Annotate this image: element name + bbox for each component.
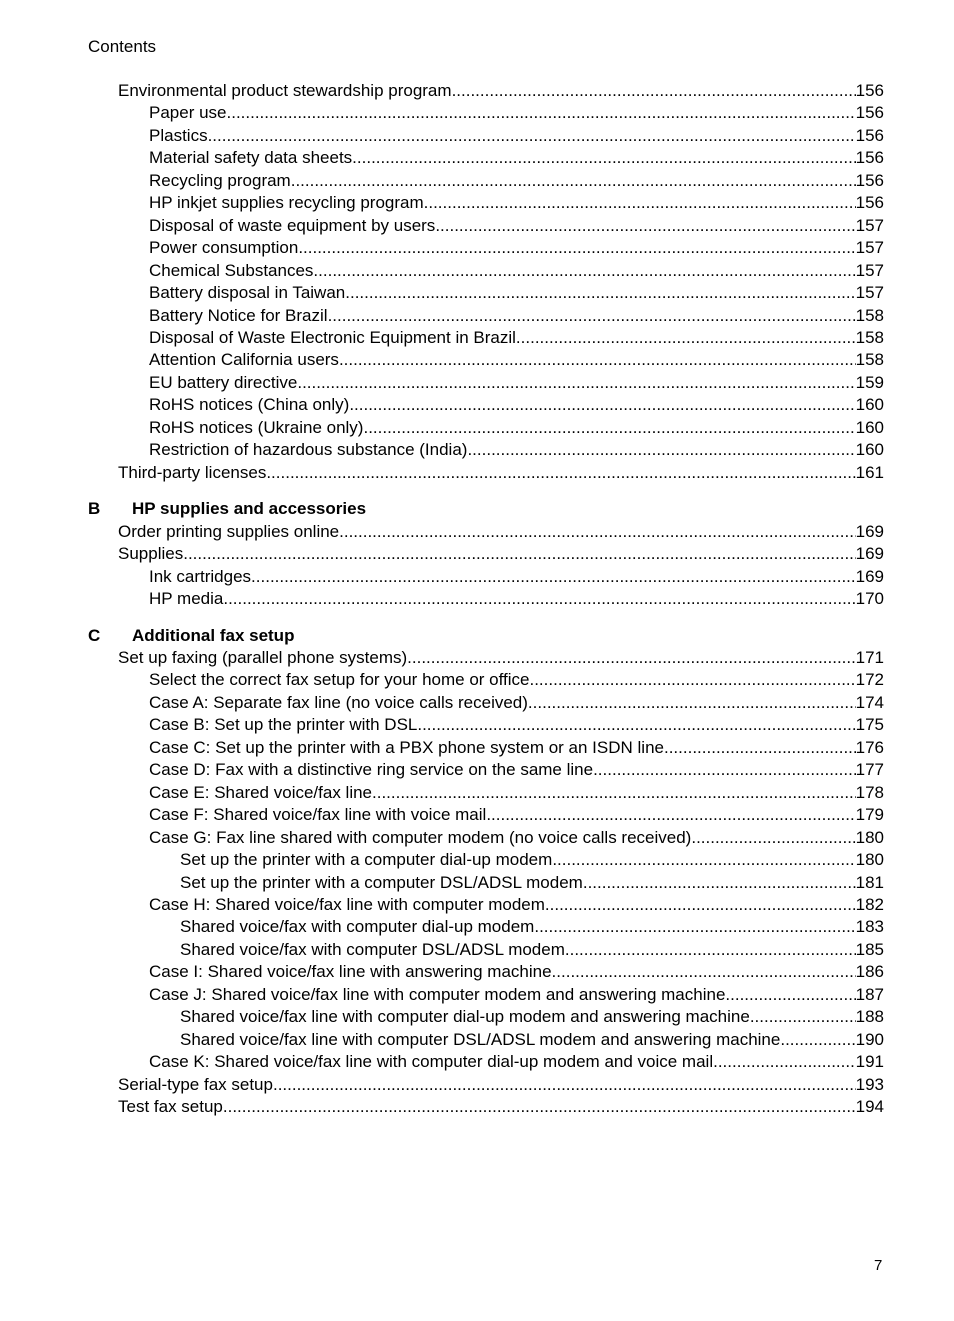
entry-page: 188 xyxy=(855,1007,884,1027)
entry-page: 187 xyxy=(855,984,884,1004)
entry-page: 190 xyxy=(855,1029,884,1049)
dot-leader xyxy=(407,647,855,669)
toc-entry[interactable] xyxy=(149,349,884,371)
dot-leader xyxy=(352,147,855,169)
dot-leader xyxy=(725,984,855,1006)
entry-page: 157 xyxy=(855,238,884,258)
entry-page: 160 xyxy=(855,395,884,415)
entry-page: 175 xyxy=(855,715,884,735)
entry-page: 156 xyxy=(855,125,884,145)
toc-entry[interactable] xyxy=(149,714,884,736)
toc-entry[interactable] xyxy=(180,939,884,961)
entry-page: 174 xyxy=(855,692,884,712)
dot-leader xyxy=(339,349,856,371)
toc-entry[interactable] xyxy=(180,1006,884,1028)
entry-page: 156 xyxy=(855,81,884,100)
entry-page: 158 xyxy=(855,350,884,370)
entry-page: 171 xyxy=(855,648,884,667)
dot-leader xyxy=(467,439,855,461)
entry-page: 169 xyxy=(855,544,884,564)
toc-entry[interactable] xyxy=(149,737,884,759)
dot-leader xyxy=(780,1029,855,1051)
dot-leader xyxy=(545,894,856,916)
dot-leader xyxy=(417,714,855,736)
dot-leader xyxy=(223,588,855,610)
dot-leader xyxy=(552,961,856,983)
toc-entry[interactable] xyxy=(118,543,884,565)
entry-title: HP inkjet supplies recycling program xyxy=(149,193,424,213)
entry-title: Disposal of waste equipment by users xyxy=(149,215,436,235)
toc-entry[interactable] xyxy=(149,759,884,781)
entry-page: 193 xyxy=(855,1074,884,1094)
dot-leader xyxy=(227,102,856,124)
section-letter: B xyxy=(88,499,101,518)
entry-page: 191 xyxy=(855,1052,884,1072)
section-letter: C xyxy=(88,626,101,645)
section-heading[interactable] xyxy=(0,498,954,520)
toc-entry[interactable] xyxy=(149,669,884,691)
entry-title: Restriction of hazardous substance (India) xyxy=(149,440,468,460)
entry-title: Ink cartridges xyxy=(149,566,252,586)
entry-page: 159 xyxy=(855,372,884,392)
entry-page: 156 xyxy=(855,148,884,168)
entry-title: Shared voice/fax with computer dial-up modem xyxy=(180,917,535,937)
entry-title: Test fax setup xyxy=(118,1097,223,1116)
entry-page: 179 xyxy=(855,805,884,825)
toc-entry[interactable] xyxy=(118,1096,884,1118)
dot-leader xyxy=(528,692,856,714)
entry-title: Case I: Shared voice/fax line with answering machine xyxy=(149,962,552,982)
entry-title: Environmental product stewardship program xyxy=(118,81,452,100)
toc-entry[interactable] xyxy=(149,782,884,804)
entry-page: 157 xyxy=(855,283,884,303)
entry-page: 182 xyxy=(855,894,884,914)
entry-page: 157 xyxy=(855,260,884,280)
dot-leader xyxy=(363,417,855,439)
dot-leader xyxy=(552,849,855,871)
entry-page: 169 xyxy=(855,522,884,541)
entry-page: 183 xyxy=(855,917,884,937)
toc-entry[interactable] xyxy=(118,80,884,102)
toc-entry[interactable] xyxy=(149,827,884,849)
toc-entry[interactable] xyxy=(149,170,884,192)
dot-leader xyxy=(424,192,856,214)
dot-leader xyxy=(291,170,856,192)
entry-title: Case G: Fax line shared with computer modem (no voice calls received) xyxy=(149,827,692,847)
entry-page: 186 xyxy=(855,962,884,982)
toc-entry[interactable] xyxy=(180,916,884,938)
dot-leader xyxy=(565,939,856,961)
toc-entry[interactable] xyxy=(149,439,884,461)
dot-leader xyxy=(691,827,855,849)
entry-title: Supplies xyxy=(118,544,184,564)
dot-leader xyxy=(452,80,856,102)
dot-leader xyxy=(266,462,855,484)
entry-title: Case C: Set up the printer with a PBX phone system or an ISDN line xyxy=(149,737,664,757)
entry-page: 160 xyxy=(855,440,884,460)
dot-leader xyxy=(183,543,855,565)
entry-page: 170 xyxy=(855,589,884,609)
entry-page: 161 xyxy=(855,462,884,482)
entry-title: Set up the printer with a computer DSL/ADSL modem xyxy=(180,872,583,892)
section-title: HP supplies and accessories xyxy=(132,499,367,518)
dot-leader xyxy=(664,737,856,759)
toc-entry[interactable] xyxy=(149,305,884,327)
toc-entry[interactable] xyxy=(149,215,884,237)
entry-title: RoHS notices (China only) xyxy=(149,395,350,415)
toc-entry[interactable] xyxy=(149,566,884,588)
entry-title: Paper use xyxy=(149,103,227,123)
entry-title: Set up faxing (parallel phone systems) xyxy=(118,648,408,667)
toc-entry[interactable] xyxy=(149,147,884,169)
toc-entry[interactable] xyxy=(180,849,884,871)
dot-leader xyxy=(713,1051,856,1073)
entry-title: Third-party licenses xyxy=(118,462,267,482)
entry-page: 156 xyxy=(855,103,884,123)
entry-title: Attention California users xyxy=(149,350,339,370)
entry-title: Battery Notice for Brazil xyxy=(149,305,328,325)
dot-leader xyxy=(328,305,856,327)
entry-title: Material safety data sheets xyxy=(149,148,353,168)
entry-title: Plastics xyxy=(149,125,208,145)
toc-entry[interactable] xyxy=(149,192,884,214)
toc-entry[interactable] xyxy=(149,372,884,394)
entry-title: Select the correct fax setup for your home or office xyxy=(149,670,530,690)
entry-title: Case K: Shared voice/fax line with computer dial-up modem and voice mail xyxy=(149,1052,714,1072)
toc-entry[interactable] xyxy=(149,984,884,1006)
toc-entry[interactable] xyxy=(149,327,884,349)
toc-entry[interactable] xyxy=(149,237,884,259)
dot-leader xyxy=(435,215,855,237)
entry-page: 158 xyxy=(855,305,884,325)
entry-page: 169 xyxy=(855,566,884,586)
toc-entry[interactable] xyxy=(180,1029,884,1051)
entry-title: Shared voice/fax line with computer DSL/ADSL modem and answering machine xyxy=(180,1029,781,1049)
entry-title: Case B: Set up the printer with DSL xyxy=(149,715,418,735)
entry-title: Case F: Shared voice/fax line with voice mail xyxy=(149,805,487,825)
toc-entry[interactable] xyxy=(118,1074,884,1096)
dot-leader xyxy=(583,872,856,894)
toc-entry[interactable] xyxy=(180,872,884,894)
entry-title: Shared voice/fax with computer DSL/ADSL modem xyxy=(180,939,565,959)
dot-leader xyxy=(273,1074,856,1096)
entry-title: Case A: Separate fax line (no voice calls received) xyxy=(149,692,528,712)
dot-leader xyxy=(372,782,856,804)
running-header: Contents xyxy=(88,37,157,56)
dot-leader xyxy=(750,1006,856,1028)
toc-entry[interactable] xyxy=(149,894,884,916)
dot-leader xyxy=(297,372,855,394)
toc-entry[interactable] xyxy=(149,102,884,124)
dot-leader xyxy=(339,521,856,543)
toc-entry[interactable] xyxy=(118,462,884,484)
entry-title: Battery disposal in Taiwan xyxy=(149,283,346,303)
toc-entry[interactable] xyxy=(149,282,884,304)
entry-title: RoHS notices (Ukraine only) xyxy=(149,417,364,437)
entry-page: 156 xyxy=(855,193,884,213)
entry-title: Case D: Fax with a distinctive ring service on the same line xyxy=(149,760,594,780)
toc-entry[interactable] xyxy=(118,521,884,543)
entry-title: Case J: Shared voice/fax line with computer modem and answering machine xyxy=(149,984,726,1004)
entry-title: Disposal of Waste Electronic Equipment in Brazil xyxy=(149,327,516,347)
dot-leader xyxy=(208,125,856,147)
dot-leader xyxy=(486,804,855,826)
entry-page: 156 xyxy=(855,170,884,190)
entry-page: 178 xyxy=(855,782,884,802)
entry-page: 158 xyxy=(855,327,884,347)
entry-page: 180 xyxy=(855,850,884,870)
toc-entry[interactable] xyxy=(149,394,884,416)
entry-title: HP media xyxy=(149,589,224,609)
entry-title: Power consumption xyxy=(149,238,299,258)
entry-title: Case H: Shared voice/fax line with computer modem xyxy=(149,894,545,914)
toc-entry[interactable] xyxy=(149,804,884,826)
entry-title: EU battery directive xyxy=(149,372,298,392)
entry-page: 181 xyxy=(855,872,884,892)
entry-page: 176 xyxy=(855,737,884,757)
section-heading[interactable] xyxy=(0,625,954,647)
entry-title: Order printing supplies online xyxy=(118,522,340,541)
dot-leader xyxy=(223,1096,856,1118)
entry-page: 177 xyxy=(855,760,884,780)
entry-title: Case E: Shared voice/fax line xyxy=(149,782,373,802)
entry-title: Recycling program xyxy=(149,170,291,190)
entry-page: 185 xyxy=(855,939,884,959)
toc-entry[interactable] xyxy=(149,260,884,282)
entry-page: 180 xyxy=(855,827,884,847)
dot-leader xyxy=(313,260,855,282)
dot-leader xyxy=(529,669,855,691)
toc-entry[interactable] xyxy=(149,1051,884,1073)
dot-leader xyxy=(593,759,856,781)
entry-title: Serial-type fax setup xyxy=(118,1074,273,1094)
entry-title: Shared voice/fax line with computer dial-up modem and answering machine xyxy=(180,1007,750,1027)
entry-title: Set up the printer with a computer dial-up modem xyxy=(180,850,553,870)
toc-entry[interactable] xyxy=(149,692,884,714)
toc-entry[interactable] xyxy=(149,588,884,610)
entry-page: 172 xyxy=(855,670,884,690)
dot-leader xyxy=(534,916,855,938)
entry-title: Chemical Substances xyxy=(149,260,314,280)
toc-entry[interactable] xyxy=(149,961,884,983)
section-title: Additional fax setup xyxy=(132,626,295,645)
entry-page: 194 xyxy=(855,1097,884,1116)
dot-leader xyxy=(251,566,856,588)
dot-leader xyxy=(345,282,855,304)
toc-entry[interactable] xyxy=(118,647,884,669)
dot-leader xyxy=(298,237,855,259)
entry-page: 157 xyxy=(855,215,884,235)
entry-page: 160 xyxy=(855,417,884,437)
toc-entry[interactable] xyxy=(149,125,884,147)
dot-leader xyxy=(516,327,856,349)
dot-leader xyxy=(349,394,855,416)
page-number: 7 xyxy=(874,1257,883,1274)
toc-entry[interactable] xyxy=(149,417,884,439)
